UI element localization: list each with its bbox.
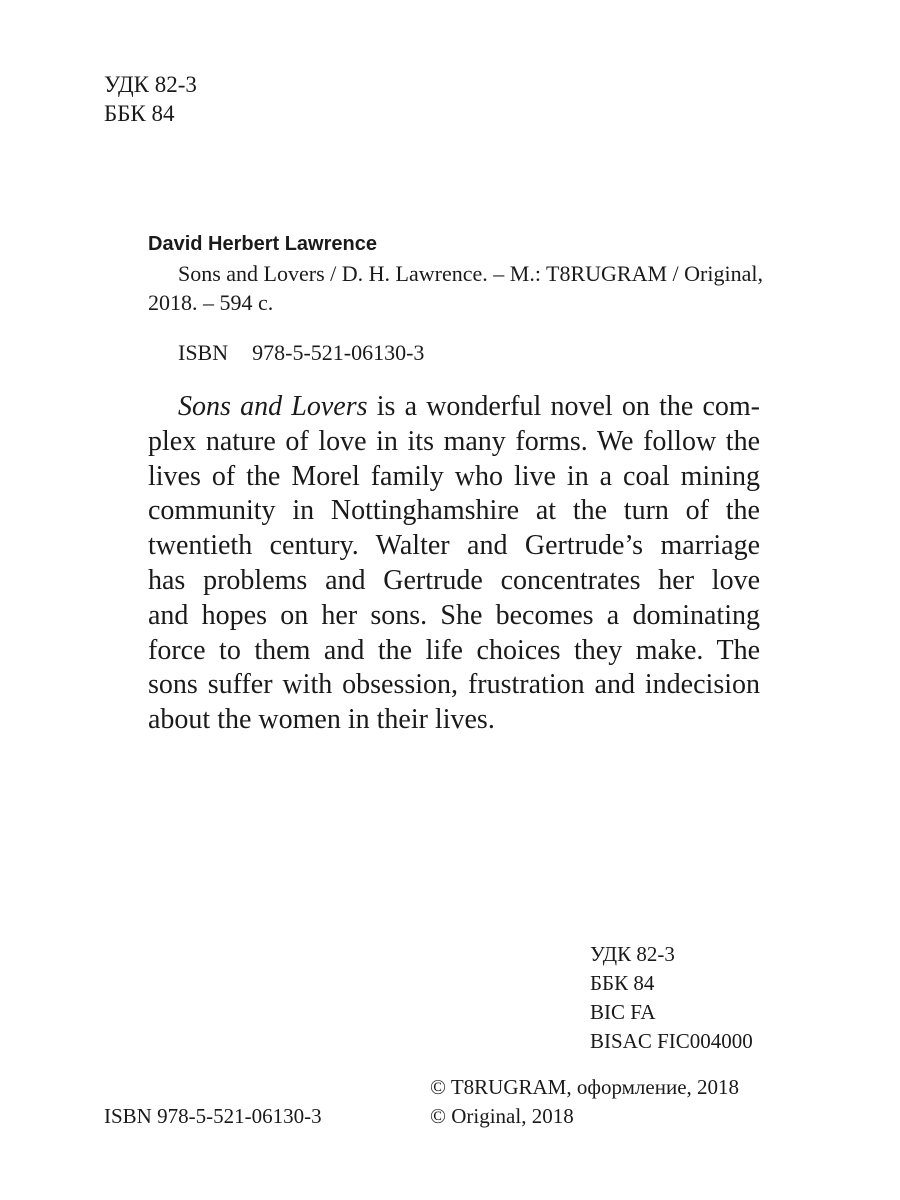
bibliographic-record <box>148 230 763 317</box>
copyright-notices <box>430 1073 739 1131</box>
bbk-code: ББК 84 <box>104 101 175 126</box>
annotation-paragraph <box>148 390 760 738</box>
annotation-line: force to them and the life choices they make. The <box>148 634 760 666</box>
annotation-line: plex nature of love in its many forms. We follow the <box>148 425 760 457</box>
isbn-label: ISBN <box>178 340 229 365</box>
isbn-record <box>178 338 424 367</box>
annotation-line: community in Nottinghamshire at the turn of the <box>148 495 760 527</box>
bic-code: BIC FA <box>590 1000 656 1024</box>
udk-code: УДК 82-3 <box>590 942 675 966</box>
annotation-line: and hopes on her sons. She becomes a dominating <box>148 599 760 631</box>
udk-code: УДК 82-3 <box>104 72 197 97</box>
isbn-value: 978-5-521-06130-3 <box>252 340 425 365</box>
annotation-line: sons suffer with obsession, frustration and indecision <box>148 669 760 701</box>
book-title-italic: Sons and Lovers <box>178 391 368 422</box>
bibliographic-line-1: Sons and Lovers / D. H. Lawrence. – M.: T8RUGRAM / Original, <box>178 261 763 286</box>
bisac-code: BISAC FIC004000 <box>590 1029 753 1053</box>
classification-codes <box>590 940 753 1056</box>
bbk-code: ББК 84 <box>590 971 655 995</box>
annotation-line: twentieth century. Walter and Gertrude’s marriage <box>148 530 760 562</box>
author-name: David Herbert Lawrence <box>148 233 377 255</box>
annotation-line: about the women in their lives. <box>148 704 495 736</box>
copyright-design: © T8RUGRAM, оформление, 2018 <box>430 1075 740 1099</box>
annotation-line: Sons and Lovers is a wonderful novel on the com- <box>178 391 761 422</box>
annotation-line: lives of the Morel family who live in a coal mining <box>148 460 760 492</box>
annotation-line: has problems and Gertrude concentrates her love <box>148 564 760 596</box>
bibliographic-line-2: 2018. – 594 c. <box>148 290 274 315</box>
copyright-original: © Original, 2018 <box>430 1104 574 1128</box>
footer-isbn: ISBN 978-5-521-06130-3 <box>104 1104 322 1128</box>
header-classification-codes <box>104 70 197 128</box>
